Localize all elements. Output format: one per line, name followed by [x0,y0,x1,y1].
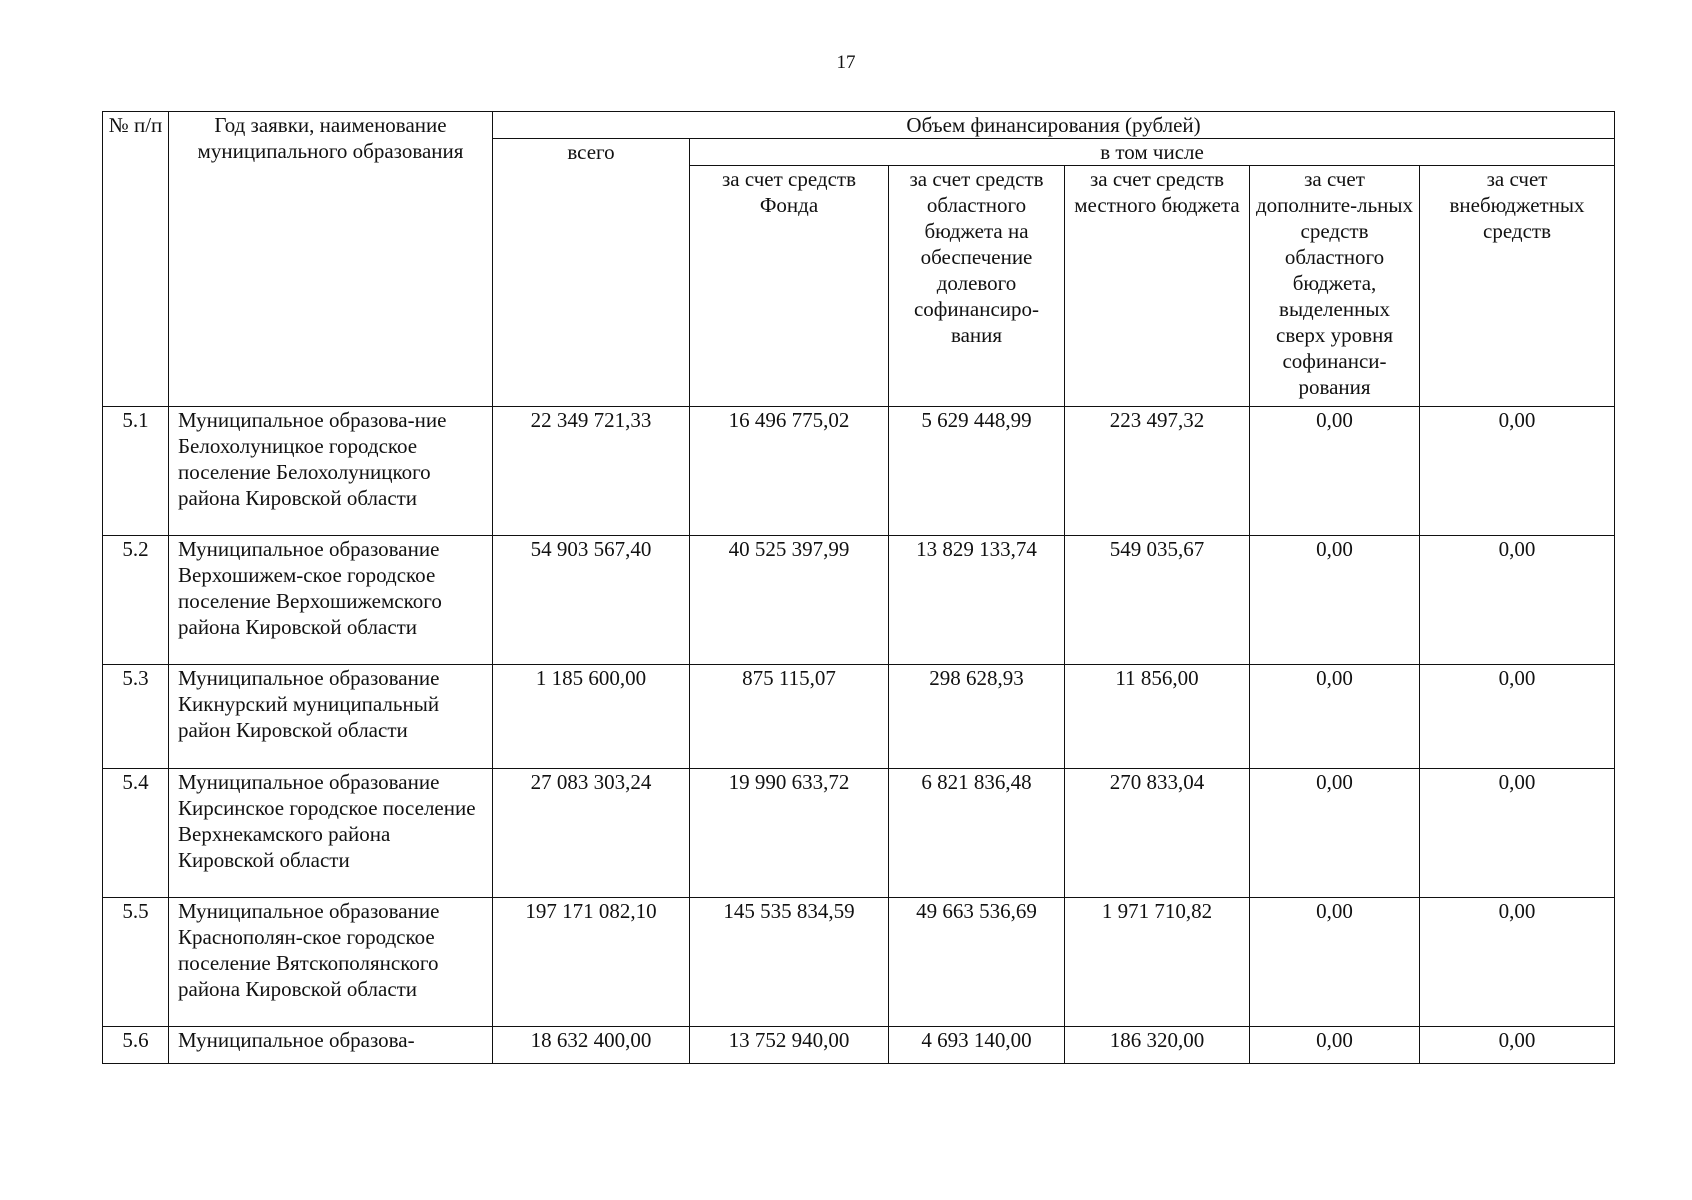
header-offbudget: за счет внебюджетных средств [1420,166,1615,407]
local-cell: 186 320,00 [1065,1027,1250,1064]
total-cell: 18 632 400,00 [493,1027,690,1064]
header-row-1 [103,112,1615,139]
offbudget-cell: 0,00 [1420,769,1615,898]
municipality-name: Муниципальное образование Верхошижем-ское городское поселение Верхошижемского района Кировской области [169,536,493,665]
regional-cell: 298 628,93 [889,665,1065,769]
fund-cell: 13 752 940,00 [690,1027,889,1064]
offbudget-cell: 0,00 [1420,407,1615,536]
row-number: 5.2 [103,536,169,665]
header-local: за счет средств местного бюджета [1065,166,1250,407]
fund-cell: 19 990 633,72 [690,769,889,898]
header-group-title: Объем финансирования (рублей) [493,112,1615,139]
local-cell: 270 833,04 [1065,769,1250,898]
header-including: в том числе [690,139,1615,166]
total-cell: 27 083 303,24 [493,769,690,898]
local-cell: 1 971 710,82 [1065,898,1250,1027]
table-row [103,1027,1615,1064]
header-regional: за счет средств областного бюджета на обеспечение долевого софинансиро-вания [889,166,1065,407]
header-additional: за счет дополните-льных средств областного бюджета, выделенных сверх уровня софинанси-рования [1250,166,1420,407]
page-number: 17 [836,52,856,73]
table-row [103,665,1615,769]
offbudget-cell: 0,00 [1420,1027,1615,1064]
row-number: 5.5 [103,898,169,1027]
financing-table [102,111,1615,1064]
fund-cell: 16 496 775,02 [690,407,889,536]
regional-cell: 49 663 536,69 [889,898,1065,1027]
additional-cell: 0,00 [1250,898,1420,1027]
header-total: всего [493,139,690,407]
offbudget-cell: 0,00 [1420,536,1615,665]
municipality-name: Муниципальное образова-ние Белохолуницкое городское поселение Белохолуницкого района Кировской области [169,407,493,536]
offbudget-cell: 0,00 [1420,665,1615,769]
fund-cell: 40 525 397,99 [690,536,889,665]
municipality-name: Муниципальное образование Кикнурский муниципальный район Кировской области [169,665,493,769]
total-cell: 197 171 082,10 [493,898,690,1027]
additional-cell: 0,00 [1250,1027,1420,1064]
regional-cell: 5 629 448,99 [889,407,1065,536]
regional-cell: 4 693 140,00 [889,1027,1065,1064]
municipality-name: Муниципальное образование Кирсинское городское поселение Верхнекамского района Кировской области [169,769,493,898]
total-cell: 22 349 721,33 [493,407,690,536]
table-row [103,407,1615,536]
header-no: № п/п [103,112,169,407]
row-number: 5.6 [103,1027,169,1064]
additional-cell: 0,00 [1250,536,1420,665]
header-name: Год заявки, наименование муниципального образования [169,112,493,407]
table-row [103,898,1615,1027]
row-number: 5.3 [103,665,169,769]
offbudget-cell: 0,00 [1420,898,1615,1027]
header-fund: за счет средств Фонда [690,166,889,407]
total-cell: 1 185 600,00 [493,665,690,769]
additional-cell: 0,00 [1250,665,1420,769]
table-row [103,536,1615,665]
additional-cell: 0,00 [1250,407,1420,536]
regional-cell: 13 829 133,74 [889,536,1065,665]
row-number: 5.1 [103,407,169,536]
table-row [103,769,1615,898]
regional-cell: 6 821 836,48 [889,769,1065,898]
total-cell: 54 903 567,40 [493,536,690,665]
fund-cell: 145 535 834,59 [690,898,889,1027]
local-cell: 223 497,32 [1065,407,1250,536]
municipality-name: Муниципальное образова- [169,1027,493,1064]
row-number: 5.4 [103,769,169,898]
municipality-name: Муниципальное образование Краснополян-ское городское поселение Вятскополянского района Кировской области [169,898,493,1027]
additional-cell: 0,00 [1250,769,1420,898]
local-cell: 11 856,00 [1065,665,1250,769]
local-cell: 549 035,67 [1065,536,1250,665]
fund-cell: 875 115,07 [690,665,889,769]
